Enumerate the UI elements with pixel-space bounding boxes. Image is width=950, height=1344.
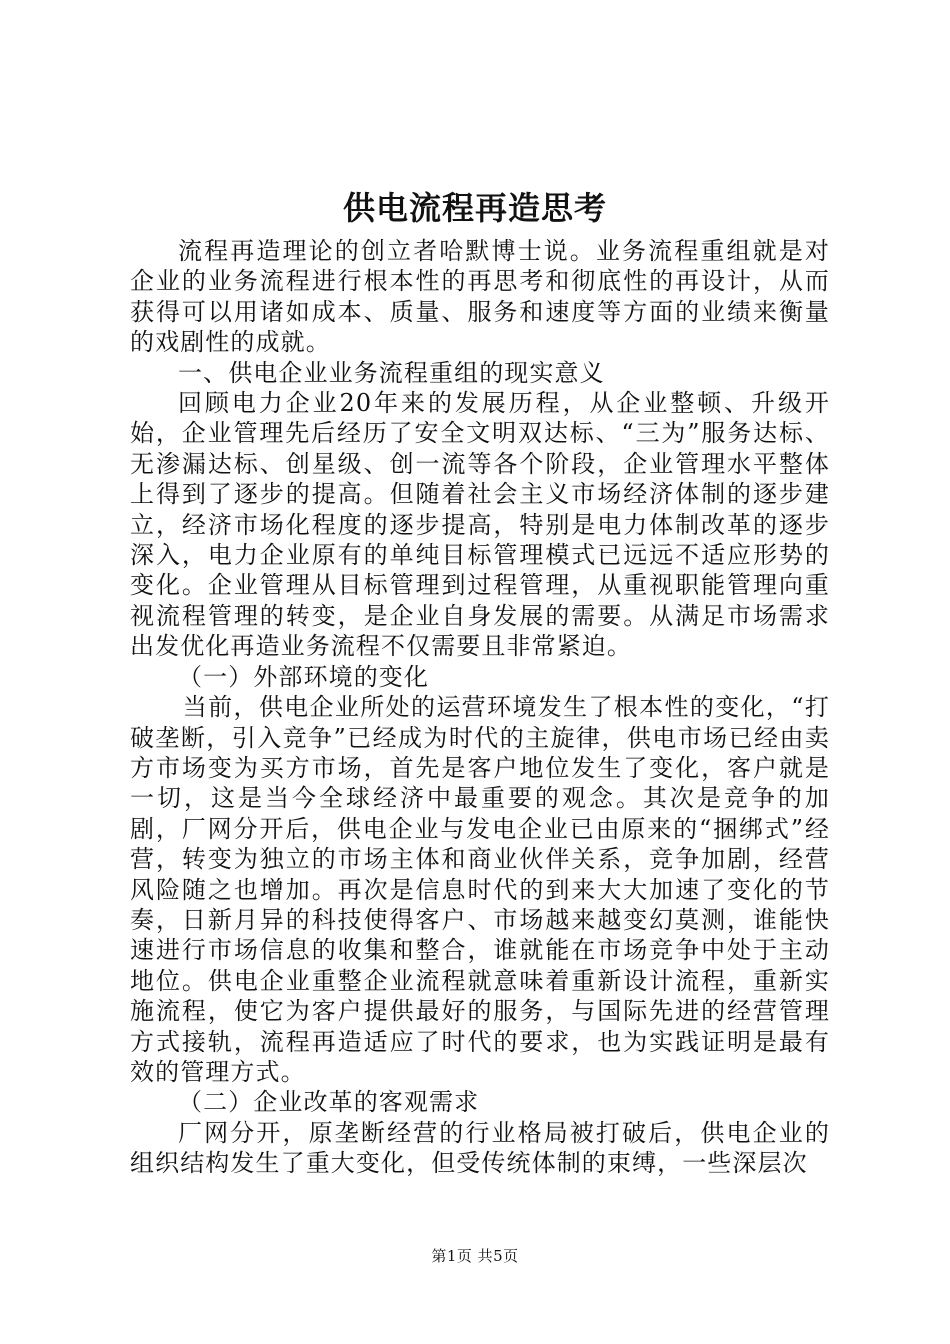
page-footer: 第1页 共5页 — [431, 1247, 519, 1265]
paragraph-reform-needs: 厂网分开，原垄断经营的行业格局被打破后，供电企业的组织结构发生了重大变化，但受传统体制的束缚，一些深层次 — [130, 1118, 830, 1178]
section-heading-1: 一、供电企业业务流程重组的现实意义 — [178, 358, 605, 387]
subsection-heading-2: （二）企业改革的客观需求 — [178, 1088, 480, 1117]
paragraph-external-environment: 当前，供电企业所处的运营环境发生了根本性的变化，“打破垄断，引入竞争”已经成为时代的主旋律，供电市场已经由卖方市场变为买方市场，首先是客户地位发生了变化，客户就是一切，这是当今全球经济中最重要的观念。其次是竞争的加剧，厂网分开后，供电企业与发电企业已由原来的“捆绑式”经营，转变为独立的市场主体和商业伙伴关系，竞争加剧，经营风险随之也增加。再次是信息时代的到来大大加速了变化的节奏，日新月异的科技使得客户、市场越来越变幻莫测，谁能快速进行市场信息的收集和整合，谁就能在市场竞争中处于主动地位。供电企业重整企业流程就意味着重新设计流程，重新实施流程，使它为客户提供最好的服务，与国际先进的经营管理方式接轨，流程再造适应了时代的要求，也为实践证明是最有效的管理方式。 — [130, 693, 830, 1086]
paragraph-history: 回顾电力企业20年来的发展历程，从企业整顿、升级开始，企业管理先后经历了安全文明双达标、“三为”服务达标、无渗漏达标、创星级、创一流等各个阶段，企业管理水平整体上得到了逐步的提高。但随着社会主义市场经济体制的逐步建立，经济市场化程度的逐步提高，特别是电力体制改革的逐步深入，电力企业原有的单纯目标管理模式已远远不适应形势的变化。企业管理从目标管理到过程管理，从重视职能管理向重视流程管理的转变，是企业自身发展的需要。从满足市场需求出发优化再造业务流程不仅需要且非常紧迫。 — [130, 389, 830, 661]
subsection-heading-1: （一）外部环境的变化 — [178, 662, 429, 691]
document-body — [130, 236, 830, 1179]
paragraph-intro: 流程再造理论的创立者哈默博士说。业务流程重组就是对企业的业务流程进行根本性的再思考和彻底性的再设计，从而获得可以用诸如成本、质量、服务和速度等方面的业绩来衡量的戏剧性的成就。 — [130, 237, 830, 357]
document-title: 供电流程再造思考 — [342, 189, 607, 227]
